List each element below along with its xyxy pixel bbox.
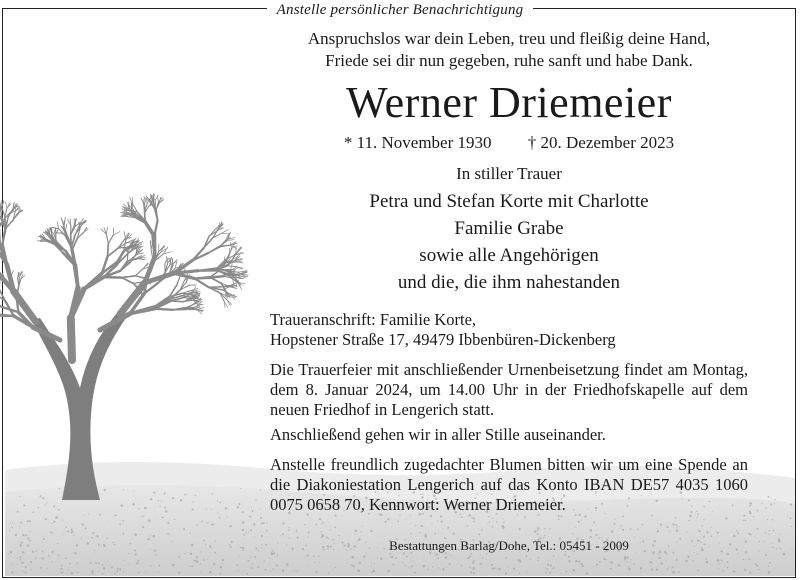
mourning-intro: In stiller Trauer	[456, 164, 562, 183]
funeral-home-footer: Bestattungen Barlag/Dohe, Tel.: 05451 - 2009	[389, 538, 629, 553]
mourner-line-4: und die, die ihm nahestanden	[397, 272, 621, 293]
mourner-line-3: sowie alle Angehörigen	[419, 245, 599, 266]
ceremony-text: Die Trauerfeier mit anschließender Urnenbeisetzung findet am Montag, dem 8. Januar 2024, um 14.00 Uhr in der Friedhofskapelle auf dem neuen Friedhof in Lengerich statt.	[270, 360, 748, 419]
closing-text: Anschließend gehen wir in aller Stille auseinander.	[270, 425, 606, 444]
mourner-line-1: Petra und Stefan Korte mit Charlotte	[369, 191, 649, 212]
life-dates	[270, 132, 748, 154]
verse-line-1: Anspruchslos war dein Leben, treu und fleißig deine Hand,	[307, 29, 711, 48]
mourner-line-2: Familie Grabe	[454, 218, 564, 239]
notice-content	[270, 28, 748, 515]
death-date: † 20. Dezember 2023	[527, 133, 675, 152]
deceased-name: Werner Driemeier	[346, 78, 672, 127]
birth-date: * 11. November 1930	[343, 133, 492, 152]
address-line-1: Traueranschrift: Familie Korte,	[270, 310, 477, 329]
verse-line-2: Friede sei dir nun gegeben, ruhe sanft und habe Dank.	[325, 51, 693, 70]
donation-text: Anstelle freundlich zugedachter Blumen bitten wir um eine Spende an die Diakoniestation Lengerich auf das Konto IBAN DE57 4035 1060 0075 0658 70, Kennwort: Werner Driemeier.	[270, 455, 748, 514]
mourning-address	[270, 310, 748, 350]
address-line-2: Hopstener Straße 17, 49479 Ibbenbüren-Dickenberg	[270, 330, 616, 349]
header-text: Anstelle persönlicher Benachrichtigung	[267, 2, 534, 18]
